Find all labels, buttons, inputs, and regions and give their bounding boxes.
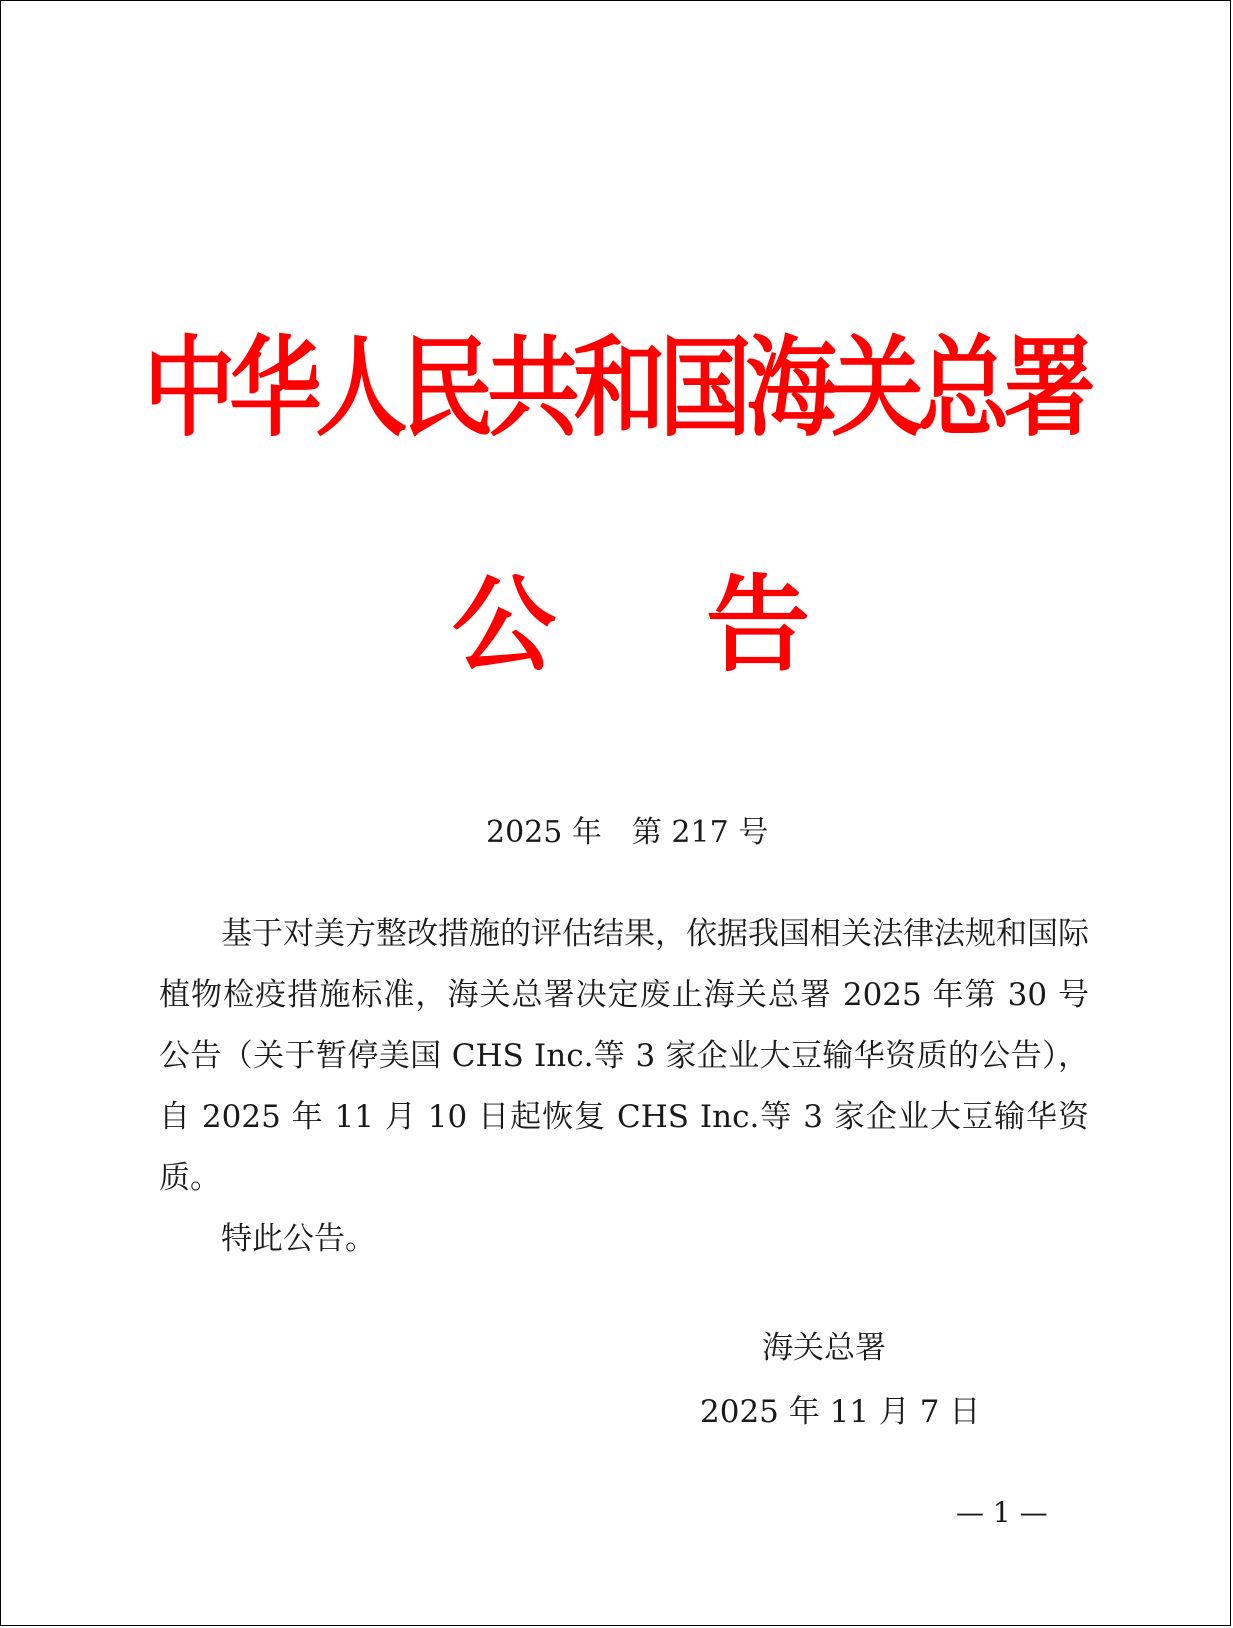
page-number: — 1 —	[956, 1496, 1048, 1529]
document-number: 2025 年 第 217 号	[486, 815, 769, 850]
announcement-body	[159, 904, 1089, 1270]
issuer-header: 中华人民共和国海关总署	[143, 325, 1090, 452]
doc-type-char-2: 告	[706, 564, 811, 686]
signature-org: 海关总署	[762, 1330, 886, 1366]
doc-type-char-1: 公	[452, 564, 557, 686]
body-paragraph: 基于对美方整改措施的评估结果，依据我国相关法律法规和国际植物检疫措施标准，海关总署决定废止海关总署 2025 年第 30 号公告（关于暂停美国 CHS Inc.等 3 家企业大豆输华资质的公告），自 2025 年 11 月 10 日起恢复 CHS Inc.等 3 家企业大豆输华资质。	[159, 916, 1089, 1196]
closing-line: 特此公告。	[221, 1221, 376, 1257]
signature-date: 2025 年 11 月 7 日	[700, 1394, 981, 1430]
